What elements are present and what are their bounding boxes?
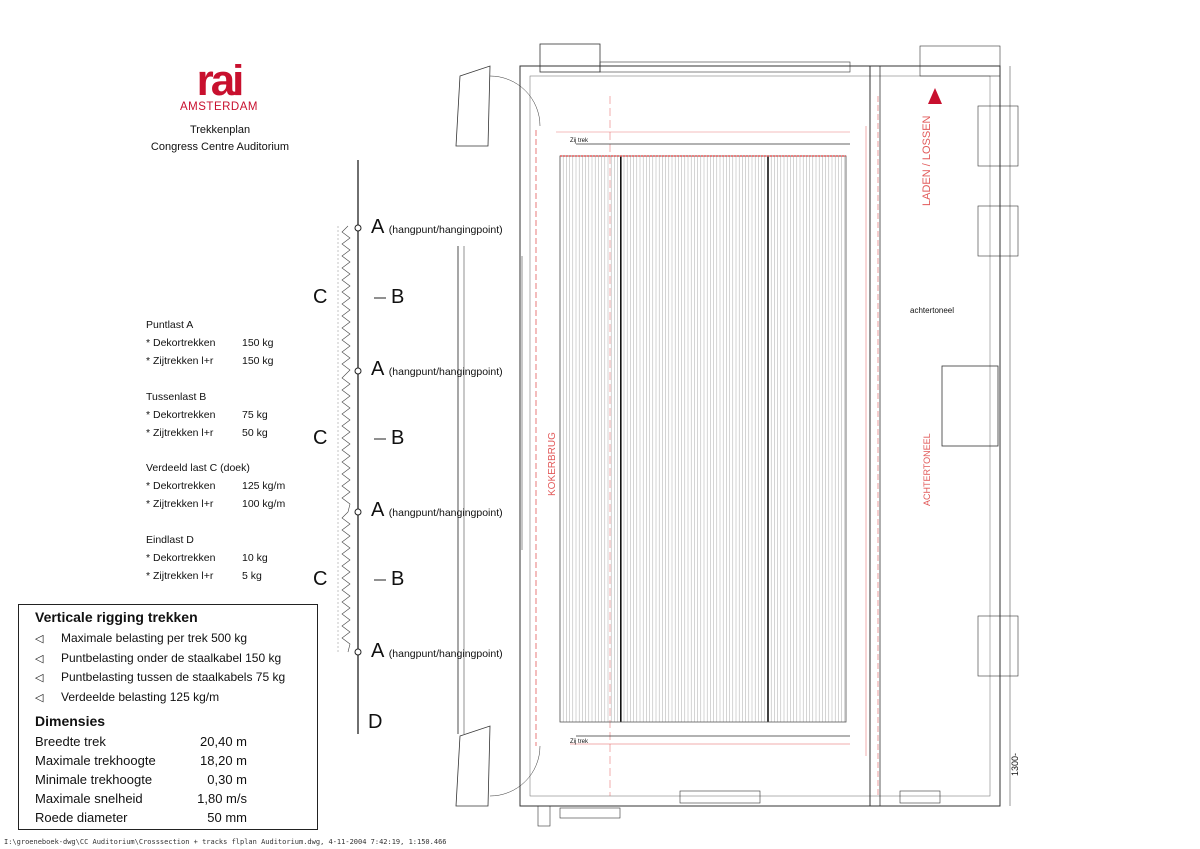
load-label: * Dekortrekken (146, 552, 216, 564)
load-value: 125 kg/m (242, 480, 286, 492)
title-line-1: Trekkenplan (189, 124, 251, 136)
door-top-left (456, 66, 490, 146)
rigging-item: ◁ Maximale belasting per trek 500 kg (35, 629, 285, 649)
right-room (978, 106, 1018, 166)
laden-lossen-label: LADEN / LOSSEN (921, 115, 933, 206)
kokerbrug-label: KOKERBRUG (547, 432, 558, 496)
hanging-point-marker (355, 509, 361, 515)
point-c-2: C (313, 427, 328, 449)
load-value: 10 kg (242, 552, 268, 564)
dimensions-title: Dimensies (35, 713, 106, 729)
point-a-2: A (hangpunt/hangingpoint) (371, 358, 503, 380)
triangle-left-icon: ◁ (35, 633, 44, 645)
right-room (978, 206, 1018, 256)
point-a-3: A (hangpunt/hangingpoint) (371, 499, 503, 521)
point-b-2: B (391, 427, 405, 449)
load-title: Puntlast A (146, 319, 194, 331)
load-title: Tussenlast B (146, 391, 207, 403)
rigging-item: ◁ Puntbelasting onder de staalkabel 150 kg (35, 649, 285, 669)
rigging-list (35, 629, 285, 707)
hanging-point-marker (355, 649, 361, 655)
load-value: 50 kg (242, 427, 268, 439)
bottom-element (900, 791, 940, 803)
top-right-room (920, 46, 1000, 76)
logo-subtitle: AMSTERDAM (180, 101, 258, 113)
load-block-c (146, 459, 302, 513)
load-block-d (146, 531, 302, 585)
load-block-a (146, 316, 302, 370)
point-c-1: C (313, 286, 328, 308)
right-room (978, 616, 1018, 676)
title-line-2: Congress Centre Auditorium (150, 141, 290, 153)
load-value: 100 kg/m (242, 498, 286, 510)
load-value: 5 kg (242, 570, 262, 582)
laden-arrow-icon (928, 88, 942, 104)
triangle-left-icon: ◁ (35, 691, 44, 704)
bottom-element (560, 808, 620, 818)
curtain-zigzag (342, 372, 350, 512)
rigging-item: ◁ Verdeelde belasting 125 kg/m (35, 688, 285, 708)
rigging-item: ◁ Puntbelasting tussen de staalkabels 75 kg (35, 668, 285, 688)
point-d: D (368, 711, 383, 733)
point-b-3: B (391, 568, 405, 590)
load-block-b (146, 388, 302, 442)
door-swing (490, 76, 540, 126)
load-value: 75 kg (242, 409, 268, 421)
point-a-4: A (hangpunt/hangingpoint) (371, 640, 503, 662)
triangle-left-icon: ◁ (35, 652, 44, 665)
top-room (540, 44, 600, 72)
hanging-point-marker (355, 368, 361, 374)
scale-mark: 1300- (1010, 752, 1020, 776)
load-label: * Dekortrekken (146, 480, 216, 492)
point-a-1: A (hangpunt/hangingpoint) (371, 216, 503, 238)
load-title: Eindlast D (146, 534, 194, 546)
top-beam (600, 62, 850, 72)
load-label: * Dekortrekken (146, 409, 216, 421)
achtertoneel-vertical-label: ACHTERTONEEL (922, 433, 932, 506)
zijtrek-bottom-label: Zij trek (570, 739, 588, 745)
point-b-1: B (391, 286, 405, 308)
zijtrek-top-label: Zij trek (570, 138, 588, 144)
rigging-title: Verticale rigging trekken (35, 609, 198, 625)
dimension-row: Breedte trek 20,40 m (35, 734, 247, 749)
bottom-element (538, 806, 550, 826)
load-label: * Zijtrekken l+r (146, 427, 214, 439)
batten-grid (550, 150, 870, 730)
dimension-row: Maximale trekhoogte 18,20 m (35, 753, 247, 768)
dimension-row: Maximale snelheid 1,80 m/s (35, 791, 247, 806)
dimension-row: Roede diameter 50 mm (35, 810, 247, 825)
rai-logo-mark (172, 64, 266, 98)
dimension-row: Minimale trekhoogte 0,30 m (35, 772, 247, 787)
load-label: * Zijtrekken l+r (146, 498, 214, 510)
curtain-zigzag (342, 226, 350, 372)
curtain-zigzag (342, 512, 350, 652)
load-value: 150 kg (242, 355, 274, 367)
load-label: * Dekortrekken (146, 337, 216, 349)
load-title: Verdeeld last C (doek) (146, 462, 250, 474)
hanging-point-marker (355, 225, 361, 231)
triangle-left-icon: ◁ (35, 672, 44, 684)
load-label: * Zijtrekken l+r (146, 355, 214, 367)
door-bottom-left (456, 726, 490, 806)
door-swing (490, 746, 540, 796)
page-title (150, 122, 290, 156)
bottom-element (680, 791, 760, 803)
svg-text:rai: rai (196, 64, 242, 98)
file-path-footer: I:\groeneboek-dwg\CC Auditorium\Crosssection + tracks flplan Auditorium.dwg, 4-11-2004 7:42:19, 1:150.466 (4, 838, 447, 846)
point-c-3: C (313, 568, 328, 590)
rai-logo (172, 64, 266, 113)
load-label: * Zijtrekken l+r (146, 570, 214, 582)
rigging-box (18, 604, 318, 830)
achtertoneel-box (942, 366, 998, 446)
achtertoneel-label: achtertoneel (910, 306, 955, 315)
load-value: 150 kg (242, 337, 274, 349)
dimensions-list (35, 732, 247, 827)
